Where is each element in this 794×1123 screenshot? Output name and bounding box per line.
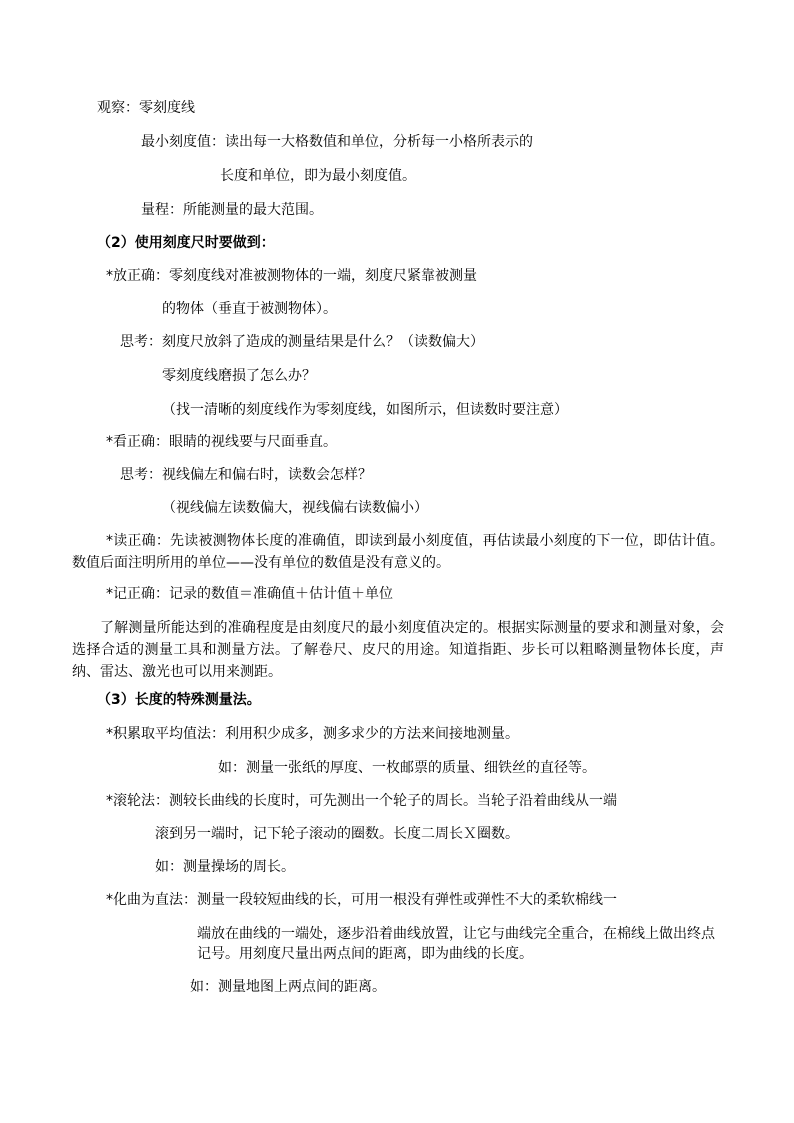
curve-method-line-2: 端放在曲线的一端处，逐步沿着曲线放置，让它与曲线完全重合，在棉线上做出终点 bbox=[197, 926, 715, 942]
wheel-method-line: *滚轮法：测较长曲线的长度时，可先测出一个轮子的周长。当轮子沿着曲线从一端 bbox=[106, 793, 617, 809]
place-correct-line: *放正确：零刻度线对准被测物体的一端，刻度尺紧靠被测量 bbox=[106, 268, 477, 284]
zero-worn-line: 零刻度线磨损了怎么办？ bbox=[162, 368, 316, 384]
section-heading-2: （2）使用刻度尺时要做到： bbox=[97, 235, 275, 251]
curve-method-line-3: 记号。用刻度尺量出两点间的距离，即为曲线的长度。 bbox=[197, 946, 533, 962]
accumulate-example: 如：测量一张纸的厚度、一枚邮票的质量、细铁丝的直径等。 bbox=[218, 760, 596, 776]
min-scale-line-cont: 长度和单位，即为最小刻度值。 bbox=[220, 168, 416, 184]
wheel-method-line-cont: 滚到另一端时，记下轮子滚动的圈数。长度二周长Ｘ圈数。 bbox=[155, 826, 519, 842]
accumulate-method-line: *积累取平均值法：利用积少成多，测多求少的方法来间接地测量。 bbox=[106, 726, 519, 742]
range-line: 量程：所能测量的最大范围。 bbox=[141, 202, 323, 218]
section-heading-3: （3）长度的特殊测量法。 bbox=[97, 692, 261, 708]
place-correct-line-cont: 的物体（垂直于被测物体）。 bbox=[162, 301, 337, 317]
zero-worn-answer: （找一清晰的刻度线作为零刻度线，如图所示，但读数时要注意） bbox=[162, 402, 568, 418]
look-correct-line: *看正确：眼睛的视线要与尺面垂直。 bbox=[106, 434, 337, 450]
curve-method-line: *化曲为直法：测量一段较短曲线的长，可用一根没有弹性或弹性不大的柔软棉线一 bbox=[106, 892, 617, 908]
record-correct-line: *记正确：记录的数值＝准确值＋估计值＋单位 bbox=[106, 586, 393, 602]
precision-paragraph: 了解测量所能达到的准确程度是由刻度尺的最小刻度值决定的。根据实际测量的要求和测量对象，会选择合适的测量工具和测量方法。了解卷尺、皮尺的用途。知道指距、步长可以粗略测量物体长度，声纳、雷达、激光也可以用来测距。 bbox=[72, 620, 724, 680]
think-slant-line: 思考：刻度尺放斜了造成的测量结果是什么？（读数偏大） bbox=[120, 334, 484, 350]
think-view-answer: （视线偏左读数偏大，视线偏右读数偏小） bbox=[162, 500, 428, 516]
read-correct-paragraph: *读正确：先读被测物体长度的准确值，即读到最小刻度值，再估读最小刻度的下一位，即估计值。数值后面注明所用的单位——没有单位的数值是没有意义的。 bbox=[72, 533, 724, 571]
curve-example: 如：测量地图上两点间的距离。 bbox=[190, 979, 386, 995]
observe-line: 观察：零刻度线 bbox=[97, 100, 195, 116]
wheel-example: 如：测量操场的周长。 bbox=[155, 859, 295, 875]
min-scale-line: 最小刻度值：读出每一大格数值和单位，分析每一小格所表示的 bbox=[141, 134, 533, 150]
think-view-line: 思考：视线偏左和偏右时，读数会怎样？ bbox=[120, 467, 372, 483]
